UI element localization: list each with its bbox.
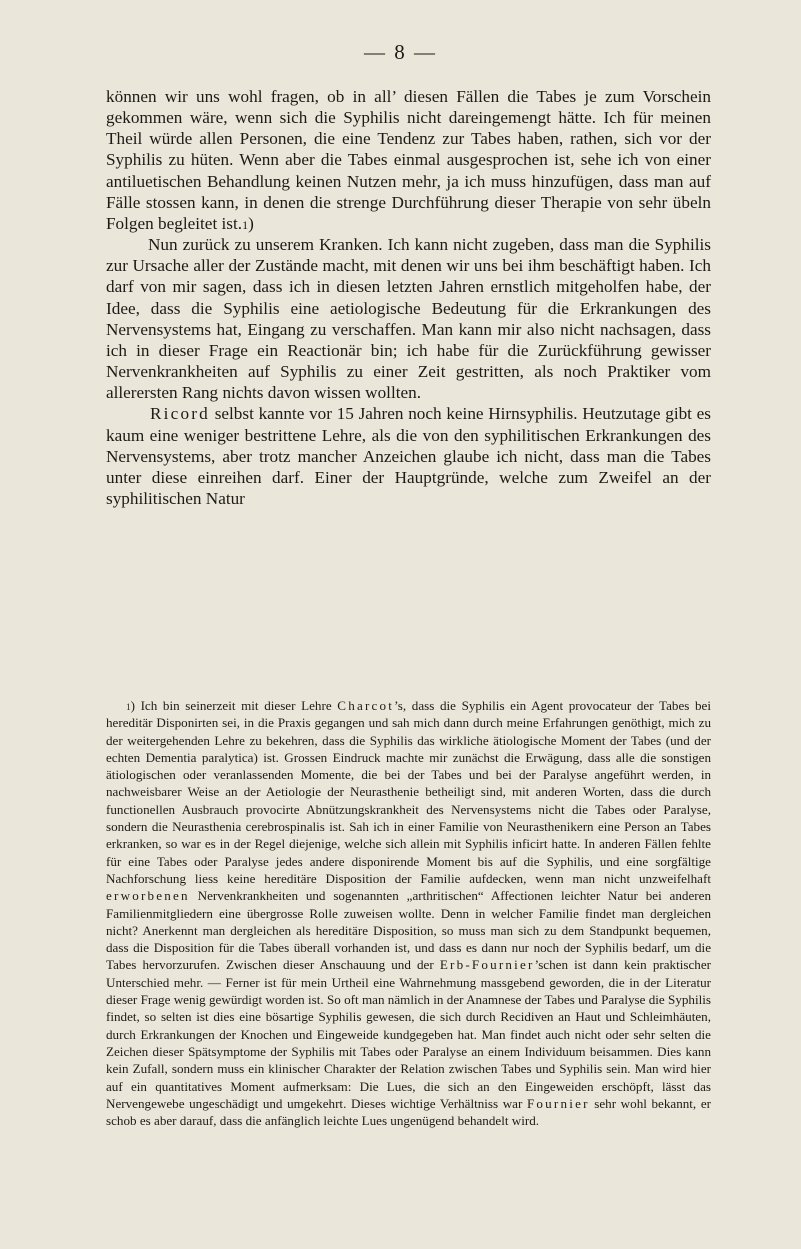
- emphasis-erworbenen: erworbenen: [106, 888, 190, 904]
- paragraph-2: Nun zurück zu unserem Kranken. Ich kann nicht zugeben, dass man die Syphilis zur Ursache aller der Zustände macht, mit denen wir uns bei ihm beschäftigt haben. Ich darf von mir sagen, dass ich in diesen letzten Jahren ernstlich mitgeholfen habe, der Idee, dass die Syphilis eine aetiologische Bedeutung für die Erkrankungen des Nervensystems hat, Eingang zu verschaffen. Man kann mir also nicht nachsagen, dass ich in dieser Frage ein Reactionär bin; ich habe für die Zurückführung gewisser Nervenkrankheiten auf Syphilis zu einer Zeit gestritten, als noch Praktiker vom allerersten Rang nichts davon wissen wollten.: [106, 235, 711, 403]
- footnote-lead: ) Ich bin seinerzeit mit dieser Lehre: [130, 698, 338, 713]
- paragraph-3-text: selbst kannte vor 15 Jahren noch keine Hirnsyphilis. Heutzutage gibt es kaum eine weniger bestrittene Lehre, als die von den syphilitischen Erkrankungen des Nervensystems, aber trotz mancher Anzeichen glaube ich nicht, dass man die Tabes unter diese einreihen darf. Einer der Hauptgründe, welche zum Zweifel an der syphilitischen Natur: [106, 404, 711, 508]
- paragraph-1: [106, 86, 711, 234]
- page-number: — 8 —: [364, 40, 437, 64]
- footnote: [106, 697, 711, 1129]
- footnote-marker: 1: [126, 702, 131, 712]
- footnote-text-3: ’schen ist dann kein praktischer Unterschied mehr. — Ferner ist für mein Urtheil eine Wahrnehmung massgebend geworden, die in der Literatur dieser Frage wenig gewürdigt worden ist. So oft man nämlich in der Anamnese der Tabes und Paralyse die Syphilis findet, so selten ist dies eine bösartige Syphilis gewesen, die sich durch Recidiven an Haut und Schleimhäuten, durch Erkrankungen der Knochen und Eingeweide kundgegeben hat. Man findet auch nicht oder sehr selten die Zeichen dieser Spätsymptome der Syphilis mit Tabes oder Paralyse an einem Individuum beisammen. Dies kann kein Zufall, sondern muss ein klinischer Charakter der Relation zwischen Tabes und Syphilis sein. Man wird hier auf ein quantitatives Moment aufmerksam: Die Lues, die sich an den Eingeweiden erschöpft, lässt das Nervengewebe ungeschädigt und umgekehrt. Dieses wichtige Verhältniss war: [106, 957, 711, 1111]
- footnote-paragraph: [106, 697, 711, 1129]
- footnote-reference: 1: [242, 217, 249, 232]
- footnote-text-2: Nervenkrankheiten und sogenannten „arthritischen“ Affectionen leichter Natur bei anderen Familienmitgliedern eine übergrosse Rolle zuweisen wollte. Denn in welcher Familie findet man dergleichen nicht? Anerkennt man dergleichen als hereditäre Disposition, so muss man sich zu dem Standpunkt bequemen, dass die Disposition für die Tabes überall vorhanden ist, und dass es dann nur noch der Syphilis bedarf, um die Tabes hervorzurufen. Zwischen dieser Anschauung und der: [106, 888, 711, 973]
- name-charcot: Charcot: [337, 698, 395, 713]
- main-text: [106, 86, 711, 509]
- footnote-text-1: ’s, dass die Syphilis ein Agent provocateur der Tabes bei hereditär Disponirten sei, in die Praxis gegangen und sah mich dann durch meine Erfahrungen genöthigt, mich zu der weitergehenden Lehre zu bekehren, dass die Syphilis das wirkliche ätiologische Moment der Tabes (und der echten Dementia paralytica) ist. Grossen Eindruck machte mir zunächst die Erwägung, dass alle die sonstigen ätiologischen oder veranlassenden Momente, die bei der Tabes und bei der Paralyse angeführt werden, in nachweisbarer Weise an der Aetiologie der Neurasthenie betheiligt sind, mit anderen Worten, dass die durch functionellen Ausbrauch provocirte Abnützungskrankheit des Nervensystems nicht die Tabes oder Paralyse, sondern die Neurasthenia cerebrospinalis ist. Sah ich in einer Familie von Neurasthenikern eine Person an Tabes erkranken, so war es in der Regel diejenige, welche sich allein mit Syphilis inficirt hatte. In anderen Fällen fehlte für eine Tabes oder Paralyse jedes andere disponirende Moment bis auf die Syphilis, und eine sorgfältige Nachforschung liess keine hereditäre Disposition der Familie aufdecken, wenn man nicht unzweifelhaft: [106, 698, 711, 886]
- paragraph-3: [106, 403, 711, 509]
- name-fournier: Fournier: [526, 1095, 590, 1111]
- paragraph-1-text: können wir uns wohl fragen, ob in all’ diesen Fällen die Tabes je zum Vorschein gekommen wäre, wenn sich die Syphilis nicht dareingemengt hätte. Ich für meinen Theil würde allen Personen, die eine Tendenz zur Tabes haben, rathen, sich vor der Syphilis zu hüten. Wenn aber die Tabes einmal ausgesprochen ist, sehe ich von einer antiluetischen Behandlung keinen Nutzen mehr, ja ich muss hinzufügen, dass man auf Fälle stossen kann, in denen die strenge Durchführung dieser Therapie von sehr übeln Folgen begleitet ist.: [106, 87, 711, 233]
- footnote-reference-paren: ): [248, 213, 254, 233]
- footnote-text-4: sehr wohl bekannt, er schob es aber darauf, dass die anfänglich leichte Lues ungenügend behandelt wird.: [106, 1095, 711, 1129]
- name-ricord: Ricord: [150, 404, 210, 424]
- name-erb-fournier: Erb-Fournier: [439, 957, 535, 973]
